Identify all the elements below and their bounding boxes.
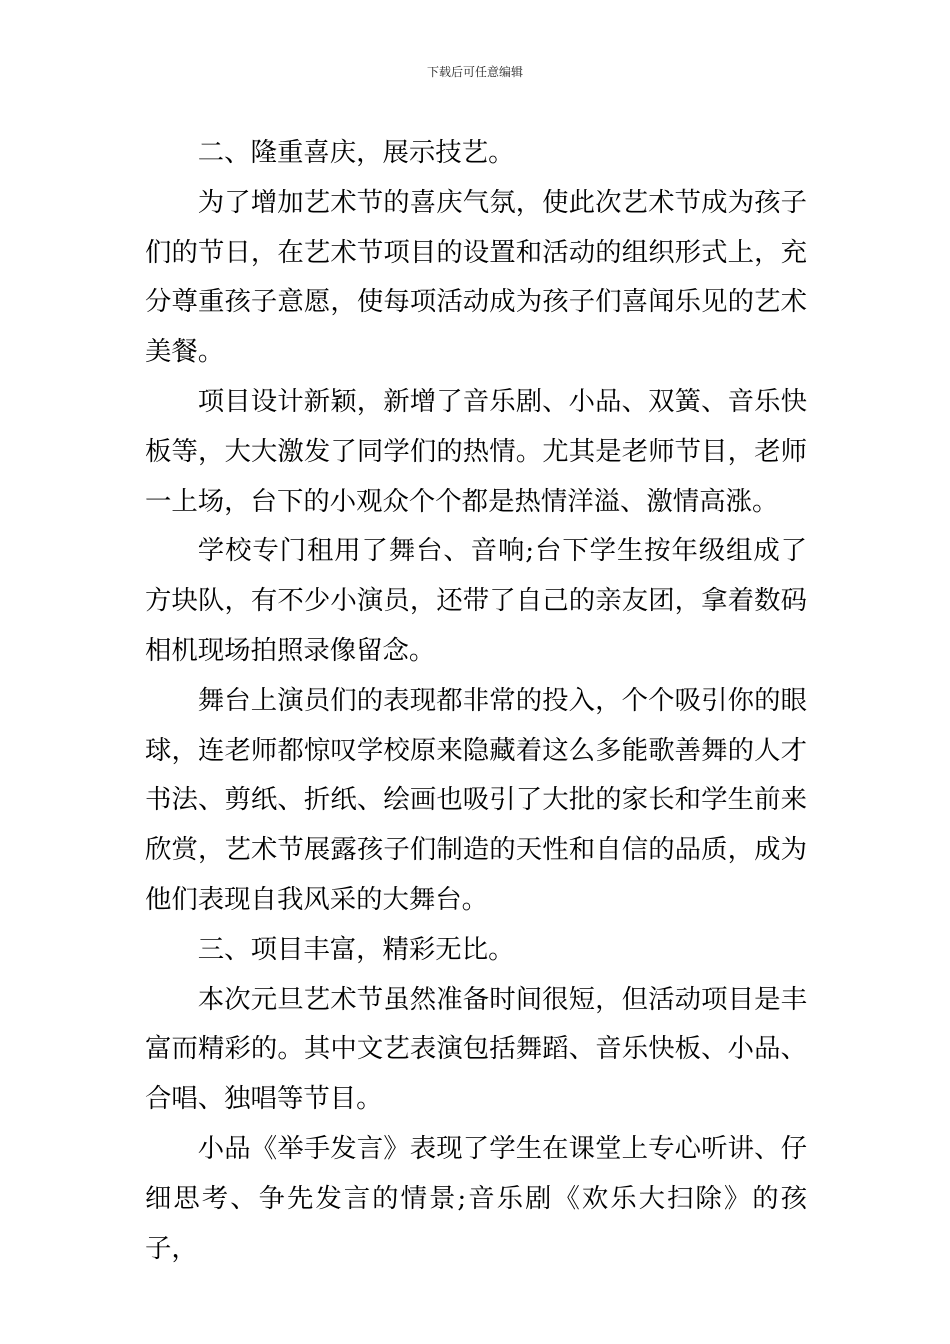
paragraph: 为了增加艺术节的喜庆气氛，使此次艺术节成为孩子们的节日，在艺术节项目的设置和活动的组织形式上，充分尊重孩子意愿，使每项活动成为孩子们喜闻乐见的艺术美餐。 — [145, 186, 807, 368]
section-heading-2: 二、隆重喜庆，展示技艺。 — [197, 137, 515, 168]
page-header-note: 下载后可任意编辑 — [426, 65, 523, 79]
paragraph: 学校专门租用了舞台、音响;台下学生按年级组成了方块队，有不少小演员，还带了自己的亲友团，拿着数码相机现场拍照录像留念。 — [145, 535, 807, 666]
section-heading-3: 三、项目丰富，精彩无比。 — [197, 933, 515, 965]
paragraph: 舞台上演员们的表现都非常的投入，个个吸引你的眼球，连老师都惊叹学校原来隐藏着这么多能歌善舞的人才书法、剪纸、折纸、绘画也吸引了大批的家长和学生前来欣赏，艺术节展露孩子们制造的天性和自信的品质，成为他们表现自我风采的大舞台。 — [145, 684, 807, 915]
paragraph: 项目设计新颖，新增了音乐剧、小品、双簧、音乐快板等，大大激发了同学们的热情。尤其是老师节目，老师一上场，台下的小观众个个都是热情洋溢、激情高涨。 — [145, 385, 807, 517]
paragraph: 本次元旦艺术节虽然准备时间很短，但活动项目是丰富而精彩的。其中文艺表演包括舞蹈、音乐快板、小品、合唱、独唱等节目。 — [145, 983, 807, 1115]
paragraph: 小品《举手发言》表现了学生在课堂上专心听讲、仔细思考、争先发言的情景;音乐剧《欢乐大扫除》的孩子， — [145, 1132, 807, 1264]
document-body — [145, 128, 807, 1273]
